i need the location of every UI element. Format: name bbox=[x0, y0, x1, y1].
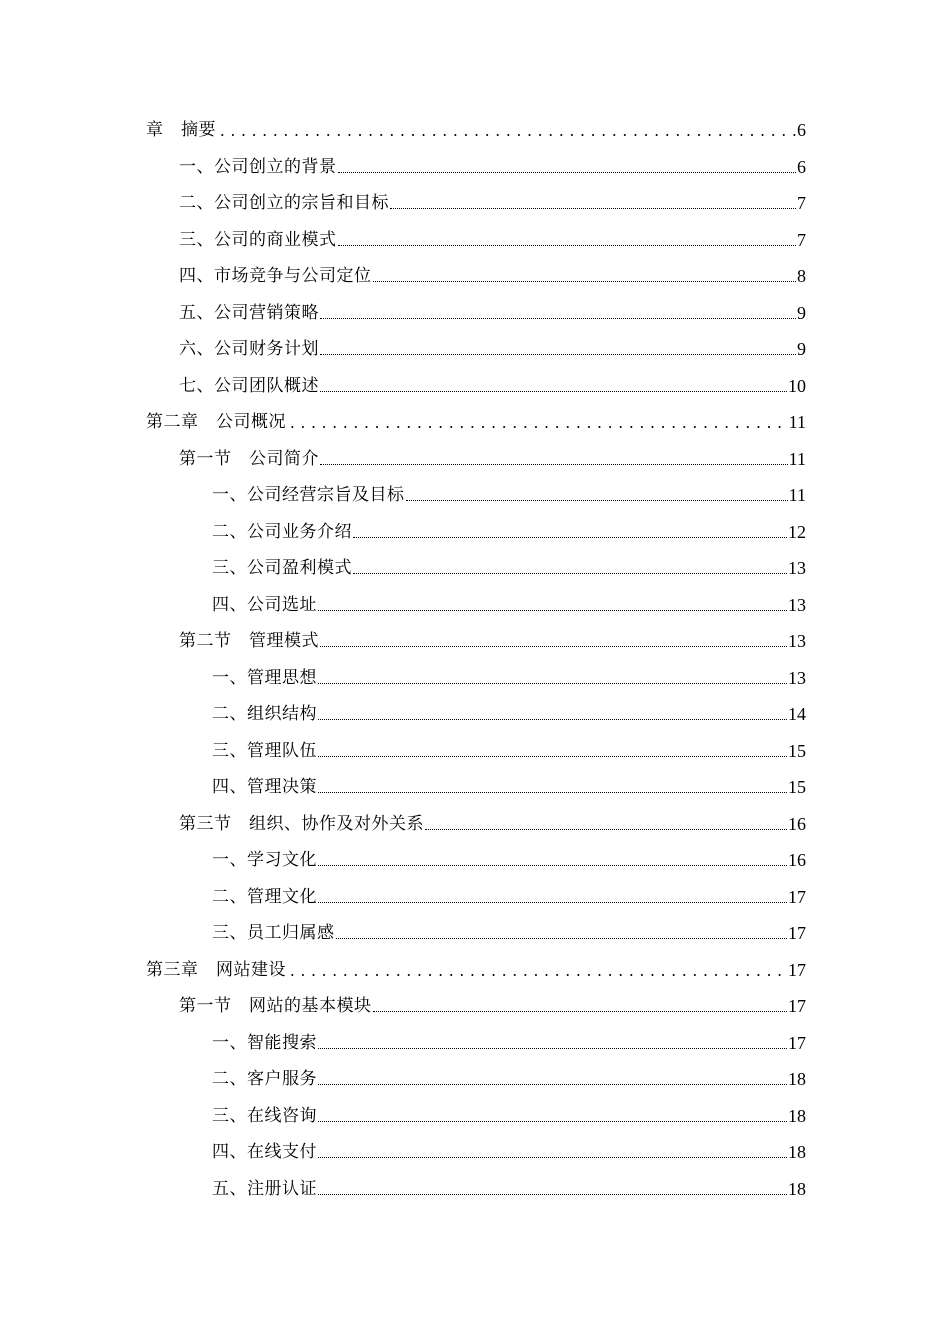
toc-dot-leader bbox=[338, 230, 797, 250]
toc-entry-19[interactable] bbox=[0, 806, 950, 843]
toc-page-number: 16 bbox=[788, 850, 806, 871]
toc-entry-9[interactable] bbox=[0, 441, 950, 478]
toc-page-number: 7 bbox=[797, 193, 806, 214]
toc-dot-leader bbox=[406, 485, 788, 505]
toc-page-number: 18 bbox=[788, 1142, 806, 1163]
toc-entry-17[interactable] bbox=[0, 733, 950, 770]
toc-page-number: 17 bbox=[788, 923, 806, 944]
toc-dot-leader bbox=[318, 1179, 787, 1199]
toc-entry-title: 二、组织结构 bbox=[212, 704, 317, 725]
toc-entry-title: 四、管理决策 bbox=[212, 777, 317, 798]
toc-entry-0[interactable] bbox=[0, 112, 950, 149]
toc-page-number: 9 bbox=[797, 339, 806, 360]
toc-page-number: 14 bbox=[788, 704, 806, 725]
toc-page-number: 13 bbox=[788, 631, 806, 652]
toc-page-number: 6 bbox=[797, 120, 806, 141]
toc-page-number: 13 bbox=[788, 558, 806, 579]
toc-entry-5[interactable] bbox=[0, 295, 950, 332]
toc-page-number: 16 bbox=[788, 813, 806, 834]
toc-entry-title: 五、注册认证 bbox=[212, 1178, 317, 1199]
toc-dot-leader bbox=[373, 996, 788, 1016]
toc-entry-title: 三、管理队伍 bbox=[212, 740, 317, 761]
toc-dot-leader bbox=[336, 923, 788, 943]
toc-dot-leader bbox=[353, 522, 787, 542]
toc-entry-2[interactable] bbox=[0, 185, 950, 222]
toc-entry-27[interactable] bbox=[0, 1098, 950, 1135]
toc-dot-leader bbox=[318, 704, 787, 724]
toc-entry-7[interactable] bbox=[0, 368, 950, 405]
toc-dot-leader bbox=[318, 1106, 787, 1126]
toc-entry-10[interactable] bbox=[0, 477, 950, 514]
toc-dot-leader bbox=[318, 887, 787, 907]
toc-page-number: 8 bbox=[797, 266, 806, 287]
toc-entry-title: 三、公司盈利模式 bbox=[212, 558, 352, 579]
toc-page-number: 11 bbox=[788, 412, 806, 433]
toc-dot-leader bbox=[318, 1033, 787, 1053]
toc-dot-leader bbox=[353, 558, 787, 578]
toc-entry-title: 第一节 网站的基本模块 bbox=[179, 996, 372, 1017]
toc-page-number: 15 bbox=[788, 740, 806, 761]
toc-dot-leader bbox=[320, 631, 787, 651]
toc-entry-1[interactable] bbox=[0, 149, 950, 186]
toc-entry-20[interactable] bbox=[0, 842, 950, 879]
toc-entry-title: 二、管理文化 bbox=[212, 886, 317, 907]
toc-page-number: 17 bbox=[788, 996, 806, 1017]
toc-dot-leader bbox=[390, 193, 796, 213]
toc-page-number: 17 bbox=[788, 1032, 806, 1053]
toc-entry-11[interactable] bbox=[0, 514, 950, 551]
toc-page-number: 18 bbox=[788, 1178, 806, 1199]
toc-entry-22[interactable] bbox=[0, 915, 950, 952]
toc-entry-title: 一、公司经营宗旨及目标 bbox=[212, 485, 405, 506]
toc-page-number: 10 bbox=[788, 375, 806, 396]
toc-entry-title: 一、学习文化 bbox=[212, 850, 317, 871]
toc-dot-leader bbox=[320, 449, 788, 469]
toc-entry-title: 四、在线支付 bbox=[212, 1142, 317, 1163]
toc-dot-leader bbox=[318, 741, 787, 761]
toc-entry-title: 三、公司的商业模式 bbox=[179, 229, 337, 250]
toc-page-number: 18 bbox=[788, 1105, 806, 1126]
toc-dot-leader bbox=[338, 157, 797, 177]
toc-entry-12[interactable] bbox=[0, 550, 950, 587]
toc-page-number: 18 bbox=[788, 1069, 806, 1090]
toc-entry-title: 第一节 公司简介 bbox=[179, 448, 319, 469]
toc-page-number: 13 bbox=[788, 594, 806, 615]
toc-entry-28[interactable] bbox=[0, 1134, 950, 1171]
toc-entry-23[interactable] bbox=[0, 952, 950, 989]
toc-page-number: 15 bbox=[788, 777, 806, 798]
toc-entry-title: 四、公司选址 bbox=[212, 594, 317, 615]
toc-dot-leader bbox=[287, 412, 788, 432]
toc-entry-26[interactable] bbox=[0, 1061, 950, 1098]
toc-entry-title: 第三章 网站建设 bbox=[146, 959, 286, 980]
toc-entry-title: 六、公司财务计划 bbox=[179, 339, 319, 360]
toc-page-number: 11 bbox=[788, 485, 806, 506]
toc-entry-3[interactable] bbox=[0, 222, 950, 259]
toc-dot-leader bbox=[217, 120, 796, 140]
toc-entry-title: 二、公司创立的宗旨和目标 bbox=[179, 193, 389, 214]
toc-entry-14[interactable] bbox=[0, 623, 950, 660]
toc-page-number: 17 bbox=[788, 886, 806, 907]
toc-entry-13[interactable] bbox=[0, 587, 950, 624]
toc-dot-leader bbox=[318, 1069, 787, 1089]
toc-page-number: 9 bbox=[797, 302, 806, 323]
toc-page-number: 11 bbox=[788, 448, 806, 469]
toc-entry-16[interactable] bbox=[0, 696, 950, 733]
toc-entry-8[interactable] bbox=[0, 404, 950, 441]
toc-dot-leader bbox=[425, 814, 787, 834]
toc-entry-title: 七、公司团队概述 bbox=[179, 375, 319, 396]
toc-dot-leader bbox=[318, 850, 787, 870]
toc-dot-leader bbox=[318, 1142, 787, 1162]
toc-entry-title: 三、在线咨询 bbox=[212, 1105, 317, 1126]
toc-entry-title: 章 摘要 bbox=[146, 120, 216, 141]
toc-entry-15[interactable] bbox=[0, 660, 950, 697]
toc-entry-title: 三、员工归属感 bbox=[212, 923, 335, 944]
toc-entry-title: 五、公司营销策略 bbox=[179, 302, 319, 323]
toc-entry-29[interactable] bbox=[0, 1171, 950, 1208]
toc-entry-title: 第三节 组织、协作及对外关系 bbox=[179, 813, 424, 834]
toc-dot-leader bbox=[287, 960, 787, 980]
toc-page-number: 12 bbox=[788, 521, 806, 542]
toc-entry-6[interactable] bbox=[0, 331, 950, 368]
toc-page-number: 17 bbox=[788, 959, 806, 980]
toc-dot-leader bbox=[318, 777, 787, 797]
toc-dot-leader bbox=[320, 303, 796, 323]
toc-entry-4[interactable] bbox=[0, 258, 950, 295]
toc-dot-leader bbox=[373, 266, 797, 286]
toc-entry-25[interactable] bbox=[0, 1025, 950, 1062]
toc-dot-leader bbox=[320, 376, 787, 396]
toc-page-number: 7 bbox=[797, 229, 806, 250]
toc-dot-leader bbox=[318, 668, 787, 688]
toc-entry-title: 四、市场竞争与公司定位 bbox=[179, 266, 372, 287]
toc-page-number: 6 bbox=[797, 156, 806, 177]
toc-entry-21[interactable] bbox=[0, 879, 950, 916]
toc-page-number: 13 bbox=[788, 667, 806, 688]
toc-dot-leader bbox=[318, 595, 787, 615]
toc-entry-title: 二、公司业务介绍 bbox=[212, 521, 352, 542]
toc-entry-title: 二、客户服务 bbox=[212, 1069, 317, 1090]
toc-entry-18[interactable] bbox=[0, 769, 950, 806]
toc-entry-title: 第二章 公司概况 bbox=[146, 412, 286, 433]
toc-entry-title: 一、公司创立的背景 bbox=[179, 156, 337, 177]
toc-entry-title: 第二节 管理模式 bbox=[179, 631, 319, 652]
toc-entry-24[interactable] bbox=[0, 988, 950, 1025]
toc-dot-leader bbox=[320, 339, 796, 359]
table-of-contents bbox=[0, 112, 950, 1207]
toc-entry-title: 一、智能搜索 bbox=[212, 1032, 317, 1053]
toc-entry-title: 一、管理思想 bbox=[212, 667, 317, 688]
